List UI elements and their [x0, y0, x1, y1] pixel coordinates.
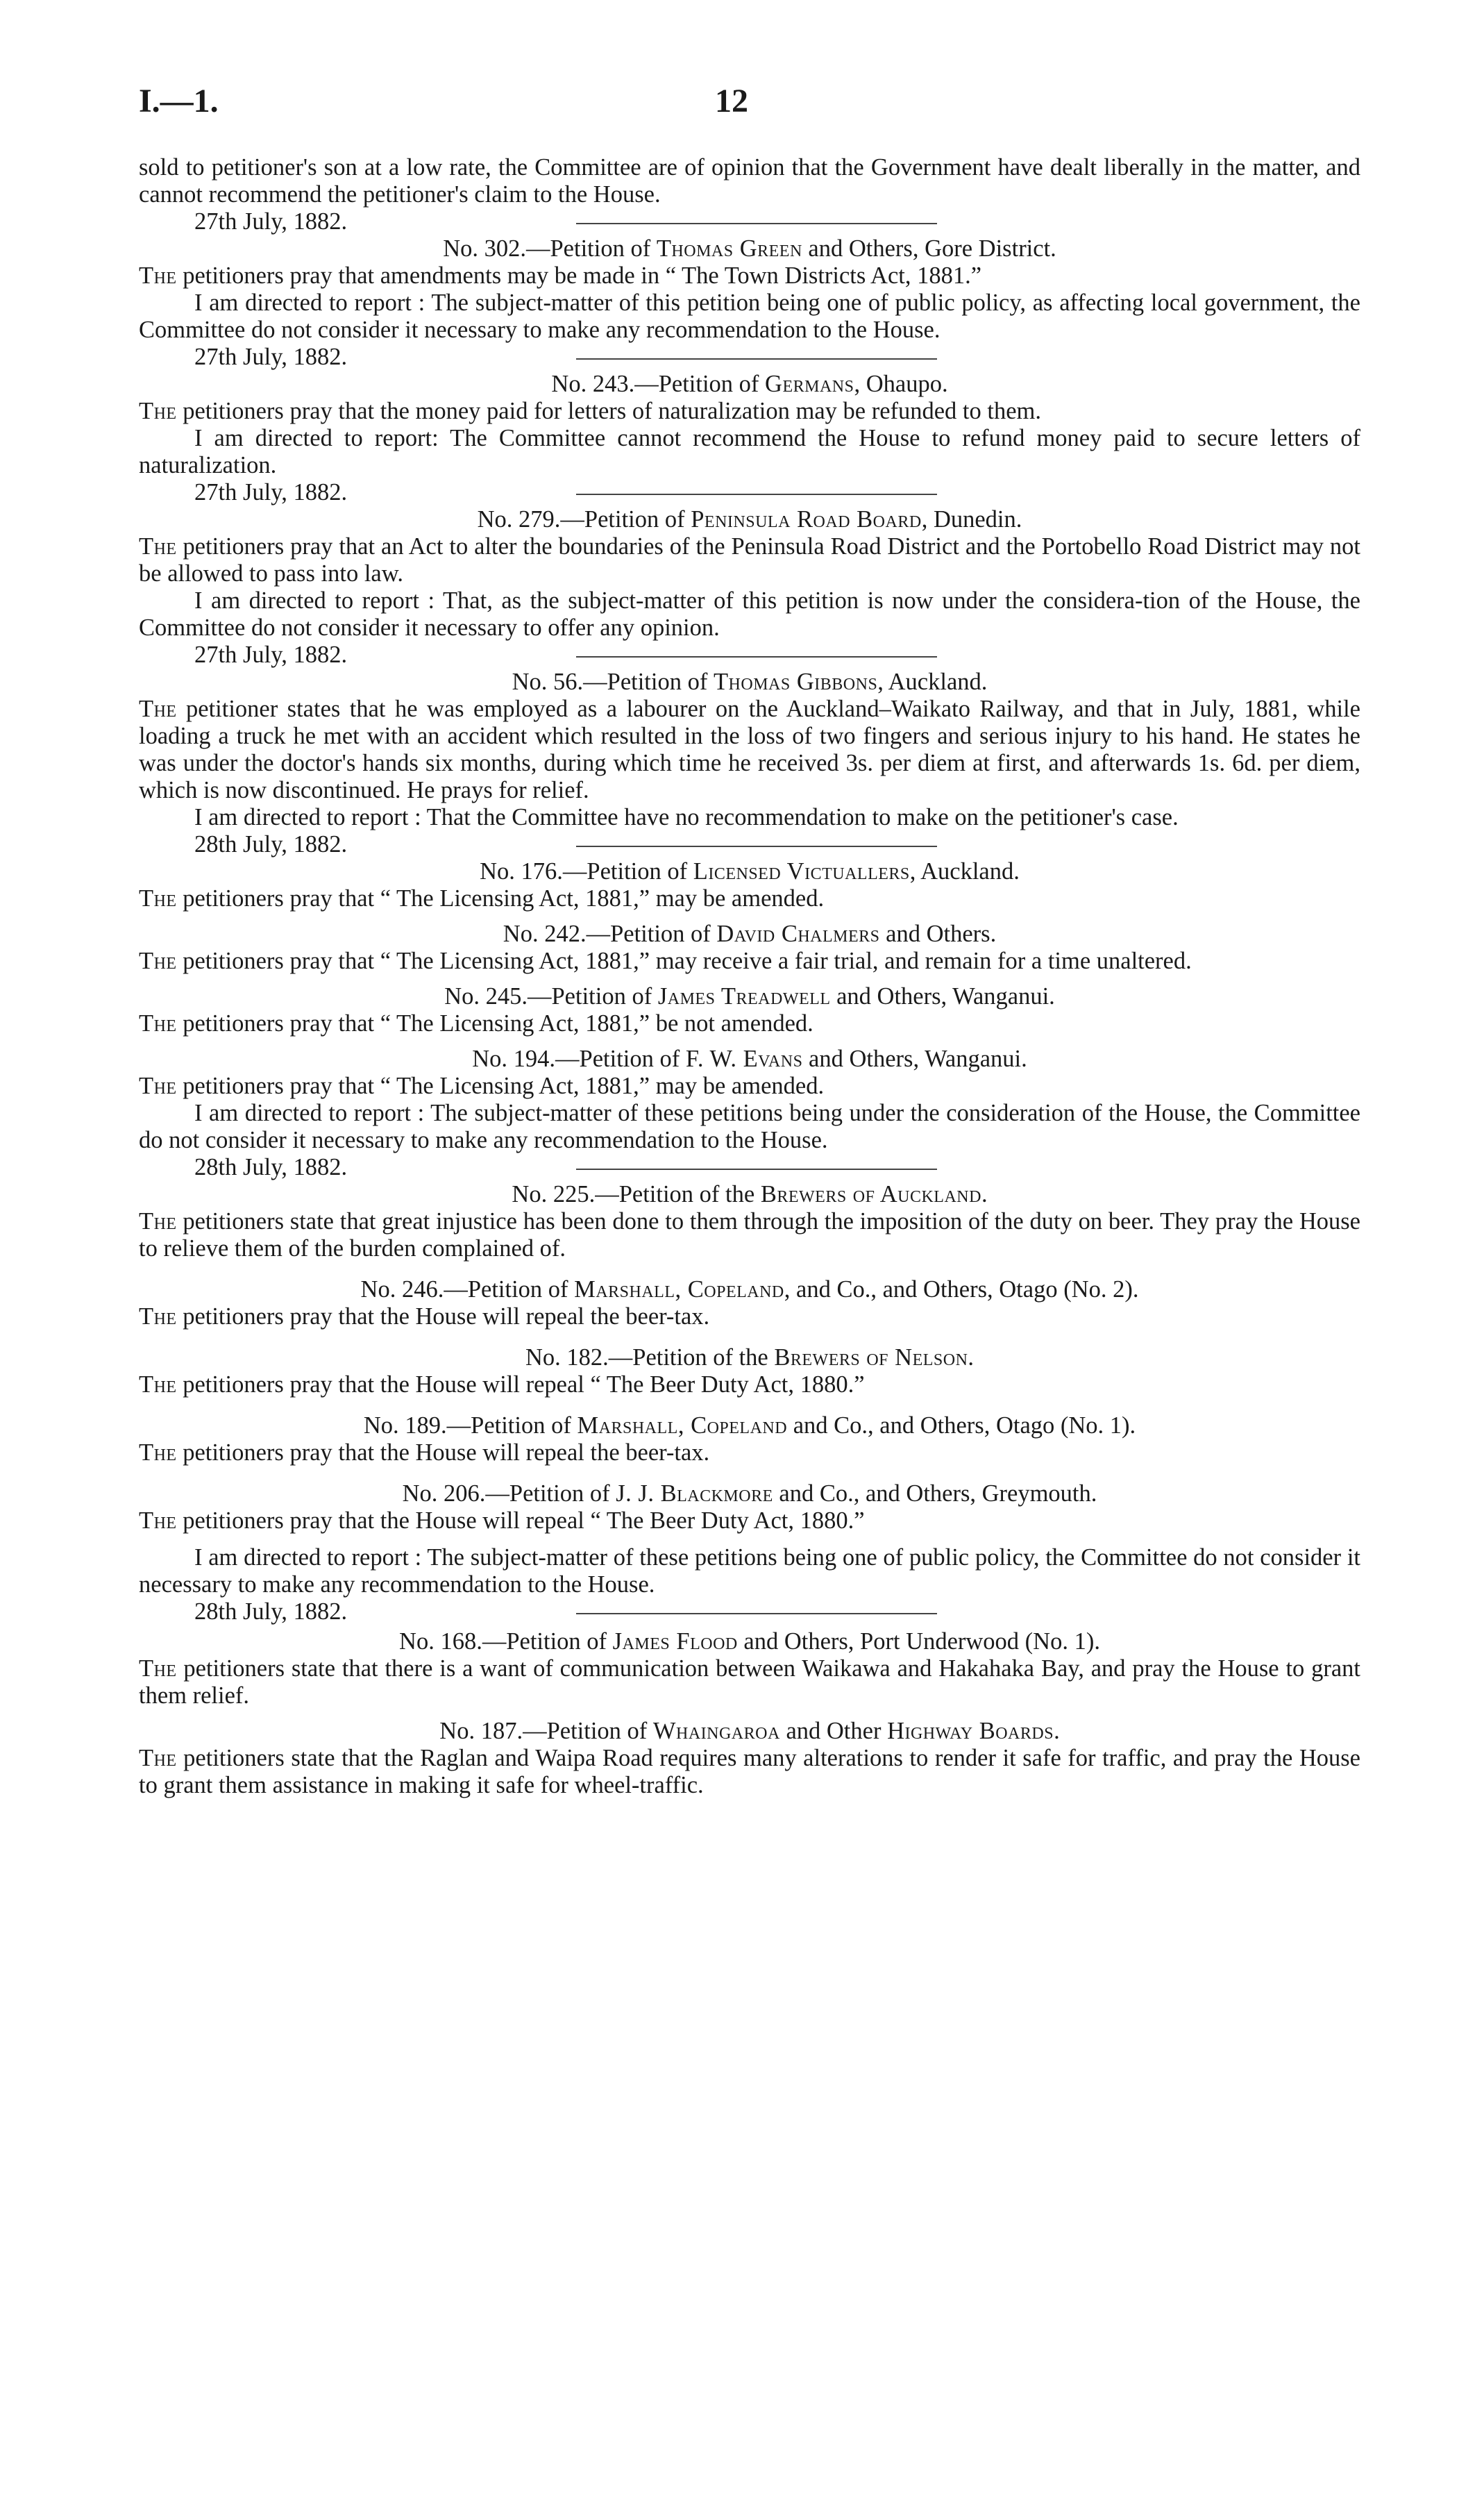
section-divider [576, 358, 937, 360]
petition-prayer: The petitioners state that great injustice has been done to them through the imposition of the duty on beer. They pray the House to relieve them of the burden complained of. [139, 1208, 1360, 1262]
committee-report: I am directed to report : The subject-matter of these petitions being one of public policy, the Committee do not consider it necessary to make any recommendation to the House. [139, 1544, 1360, 1598]
page-number: 12 [715, 83, 748, 119]
petition-heading: No. 56.—Petition of Thomas Gibbons, Auckland. [512, 669, 988, 695]
petition-prayer: The petitioners pray that the House will repeal “ The Beer Duty Act, 1880.” [139, 1507, 865, 1534]
petition-prayer: The petitioners pray that the House will repeal the beer-tax. [139, 1303, 710, 1330]
petition-heading: No. 168.—Petition of James Flood and Others, Port Underwood (No. 1). [399, 1628, 1100, 1655]
section-divider [576, 846, 937, 847]
petition-prayer: The petitioners state that there is a want of communication between Waikawa and Hakahaka Bay, and pray the House to grant them relief. [139, 1655, 1360, 1709]
petition-prayer: The petitioner states that he was employed as a labourer on the Auckland–Waikato Railway, and that in July, 1881, while loading a truck he met with an accident which resulted in the loss of two fingers and serious injury to his hand. He states he was under the doctor's hands six months, during which time he received 3s. per diem at first, and afterwards 1s. 6d. per diem, which is now discontinued. He prays for relief. [139, 696, 1360, 803]
petition-prayer: The petitioners pray that an Act to alter the boundaries of the Peninsula Road District and the Portobello Road District may not be allowed to pass into law. [139, 533, 1360, 587]
petition-heading: No. 246.—Petition of Marshall, Copeland, and Co., and Others, Otago (No. 2). [360, 1276, 1139, 1303]
report-date: 28th July, 1882. [194, 1598, 348, 1625]
committee-report: I am directed to report : That the Committee have no recommendation to make on the petitioner's case. [194, 804, 1179, 830]
section-divider [576, 223, 937, 224]
petition-heading: No. 242.—Petition of David Chalmers and Others. [503, 921, 997, 947]
petition-heading: No. 225.—Petition of the Brewers of Auckland. [512, 1181, 988, 1207]
petition-heading: No. 243.—Petition of Germans, Ohaupo. [551, 371, 948, 397]
petition-heading: No. 176.—Petition of Licensed Victuallers, Auckland. [480, 858, 1020, 885]
continuation-paragraph: sold to petitioner's son at a low rate, the Committee are of opinion that the Government have dealt liberally in the matter, and cannot recommend the petitioner's claim to the House. [139, 154, 1360, 208]
committee-report: I am directed to report: The Committee cannot recommend the House to refund money paid to secure letters of naturalization. [139, 425, 1360, 478]
petition-heading: No. 194.—Petition of F. W. Evans and Others, Wanganui. [472, 1046, 1027, 1072]
petition-prayer: The petitioners pray that amendments may be made in “ The Town Districts Act, 1881.” [139, 262, 982, 289]
petition-heading: No. 279.—Petition of Peninsula Road Board, Dunedin. [477, 506, 1022, 533]
petition-prayer: The petitioners pray that the House will repeal the beer-tax. [139, 1439, 710, 1466]
petition-prayer: The petitioners state that the Raglan and Waipa Road requires many alterations to render it safe for traffic, and pray the House to grant them assistance in making it safe for wheel-traffic. [139, 1745, 1360, 1798]
petition-heading: No. 187.—Petition of Whaingaroa and Other Highway Boards. [439, 1718, 1060, 1744]
report-date: 28th July, 1882. [194, 1154, 348, 1180]
page-body [139, 154, 1360, 1799]
report-date: 27th July, 1882. [194, 208, 348, 235]
committee-report: I am directed to report : The subject-matter of these petitions being under the consideration of the House, the Committee do not consider it necessary to make any recommendation to the House. [139, 1100, 1360, 1153]
petition-prayer: The petitioners pray that “ The Licensing Act, 1881,” be not amended. [139, 1010, 813, 1037]
petition-heading: No. 302.—Petition of Thomas Green and Others, Gore District. [443, 235, 1056, 262]
committee-report: I am directed to report : That, as the subject-matter of this petition is now under the considera-tion of the House, the Committee do not consider it necessary to offer any opinion. [139, 587, 1360, 641]
petition-heading: No. 245.—Petition of James Treadwell and Others, Wanganui. [444, 983, 1055, 1010]
petition-prayer: The petitioners pray that the House will repeal “ The Beer Duty Act, 1880.” [139, 1371, 865, 1398]
section-divider [576, 1169, 937, 1170]
petition-heading: No. 182.—Petition of the Brewers of Nelson. [525, 1344, 975, 1371]
petition-prayer: The petitioners pray that the money paid for letters of naturalization may be refunded to them. [139, 398, 1041, 424]
petition-heading: No. 206.—Petition of J. J. Blackmore and Co., and Others, Greymouth. [402, 1480, 1097, 1507]
section-divider [576, 494, 937, 495]
section-divider [576, 656, 937, 658]
report-date: 27th July, 1882. [194, 479, 348, 505]
paragraph-spacer [139, 1534, 1360, 1544]
report-date: 27th July, 1882. [194, 642, 348, 668]
section-divider [576, 1613, 937, 1614]
petition-prayer: The petitioners pray that “ The Licensing Act, 1881,” may be amended. [139, 885, 825, 912]
petition-prayer: The petitioners pray that “ The Licensing Act, 1881,” may receive a fair trial, and remain for a time unaltered. [139, 948, 1192, 974]
report-date: 27th July, 1882. [194, 344, 348, 370]
petition-prayer: The petitioners pray that “ The Licensing Act, 1881,” may be amended. [139, 1073, 825, 1099]
petition-heading: No. 189.—Petition of Marshall, Copeland and Co., and Others, Otago (No. 1). [363, 1412, 1136, 1439]
document-code: I.—1. [139, 83, 219, 119]
committee-report: I am directed to report : The subject-matter of this petition being one of public policy, as affecting local government, the Committee do not consider it necessary to make any recommendation to the House. [139, 290, 1360, 343]
report-date: 28th July, 1882. [194, 831, 348, 858]
